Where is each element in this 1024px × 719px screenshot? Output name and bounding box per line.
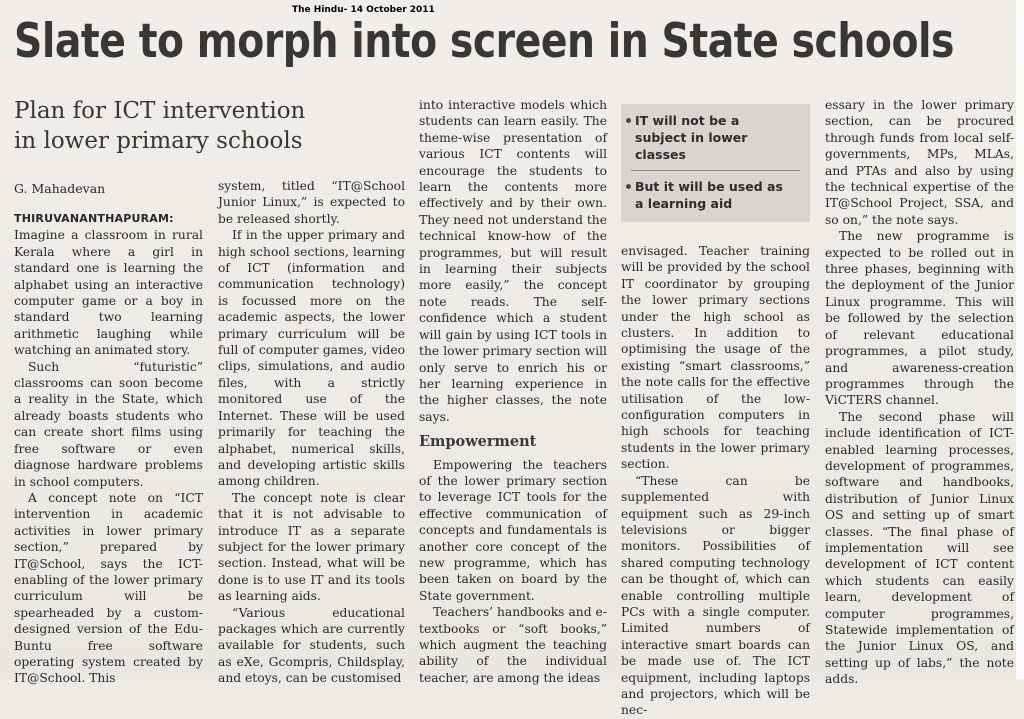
dateline: THIRUVANANTHAPURAM: bbox=[14, 212, 174, 225]
paragraph: “Various educational packages which are currently available for students, such as eXe, Gcompris, Childsplay, and etoys, can be customised bbox=[218, 605, 405, 686]
lead-text: Imagine a classroom in rural Kerala where a girl in standard one is learning the alphabet using an interactive computer game or a boy in standard two learning arithmetic laughing while watching an animated story. bbox=[14, 228, 203, 358]
source-line: The Hindu- 14 October 2011 bbox=[292, 5, 435, 15]
subheadline-line-1: Plan for ICT intervention bbox=[14, 98, 306, 124]
paragraph: If in the upper primary and high school sections, learning of ICT (information and communication technology) is focussed more on the academic aspects, the lower primary curriculum will be full of computer games, video clips, simulations, and audio files, with a strictly monitored use of the Internet. These will be used primarily for teaching the alphabet, numerical skills, and developing artistic skills among children. bbox=[218, 228, 405, 489]
divider bbox=[631, 170, 800, 171]
highlight-item: IT will not be a subject in lower classes bbox=[635, 112, 785, 163]
column-5 bbox=[825, 97, 1014, 688]
column-4 bbox=[621, 243, 810, 719]
highlights-box bbox=[621, 104, 810, 222]
byline: G. Mahadevan bbox=[14, 181, 106, 196]
lead-paragraph bbox=[14, 210, 203, 359]
headline: Slate to morph into screen in State schools bbox=[14, 14, 954, 69]
column-3 bbox=[419, 97, 607, 686]
paragraph: Teachers’ handbooks and e-textbooks or “soft books,” which augment the teaching ability of the individual teacher, are among the ideas bbox=[419, 605, 607, 685]
paragraph: The concept note is clear that it is not advisable to introduce IT as a separate subject for the lower primary section. Instead, what will be done is to use IT and its tools as learning aids. bbox=[218, 490, 405, 604]
bullet-icon bbox=[626, 118, 631, 123]
paragraph: “These can be supplemented with equipment such as 29-inch televisions or bigger monitors. Possibilities of shared computing technology can be thought of, which can enable controlling multiple PCs with a single computer. Limited numbers of interactive smart boards can be made use of. The ICT equipment, including laptops and projectors, which will be nec- bbox=[621, 473, 810, 718]
paragraph: Such “futuristic” classrooms can soon become a reality in the State, which already boasts students who can create short films using free software or even diagnose hardware problems in school computers. bbox=[14, 359, 203, 489]
subheadline-line-2: in lower primary schools bbox=[14, 128, 303, 154]
column-2 bbox=[218, 178, 405, 687]
paragraph: Empowering the teachers of the lower primary section to leverage ICT tools for the effective communication of concepts and fundamentals is another core concept of the new programme, which has been taken on board by the State government. bbox=[419, 457, 607, 603]
paragraph: The second phase will include identification of ICT-enabled learning processes, development of programmes, software and handbooks, distribution of Junior Linux OS and setting up of smart classes. “The final phase of implementation will see development of ICT content which students can easily learn, development of computer programmes, Statewide implementation of the Junior Linux OS, and setting up of labs,” the note adds. bbox=[825, 409, 1014, 687]
scan-edge bbox=[1016, 0, 1024, 679]
subheadline bbox=[14, 96, 305, 156]
section-heading: Empowerment bbox=[419, 433, 537, 451]
paragraph: essary in the lower primary section, can be procured through funds from local self-governments, MPs, MLAs, and PTAs and also by using the technical expertise of the IT@School Project, SSA, and so on,” the note says. bbox=[825, 98, 1014, 227]
paragraph: system, titled “IT@School Junior Linux,” is expected to be released shortly. bbox=[218, 179, 405, 226]
paragraph: A concept note on “ICT intervention in academic activities in lower primary section,” prepared by IT@School, says the ICT-enabling of the lower primary curriculum will be spearheaded by a custom-designed version of the Edu-Buntu free software operating system created by IT@School. This bbox=[14, 490, 203, 686]
paragraph: into interactive models which students can learn easily. The theme-wise presentation of various ICT contents will encourage the students to learn the contents more effectively and by their own. They need not understand the technical know-how of the programmes, but will result in learning their subjects more easily,” the concept note reads. The self-confidence which a student will gain by using ICT tools in the lower primary section will only serve to enrich his or her learning experience in the higher classes, the note says. bbox=[419, 98, 607, 424]
paragraph: The new programme is expected to be rolled out in three phases, beginning with the deployment of the Junior Linux programme. This will be followed by the selection of relevant educational programmes, a pilot study, and awareness-creation programmes through the ViCTERS channel. bbox=[825, 229, 1014, 408]
bullet-icon bbox=[626, 184, 631, 189]
column-1 bbox=[14, 210, 203, 687]
highlight-item: But it will be used as a learning aid bbox=[635, 178, 795, 212]
paragraph: envisaged. Teacher training will be provided by the school IT coordinator by grouping the lower primary sections under the high school as clusters. In addition to optimising the usage of the existing “smart classrooms,” the note calls for the effective utilisation of the low-configuration computers in high schools for teaching students in the lower primary section. bbox=[621, 244, 810, 472]
